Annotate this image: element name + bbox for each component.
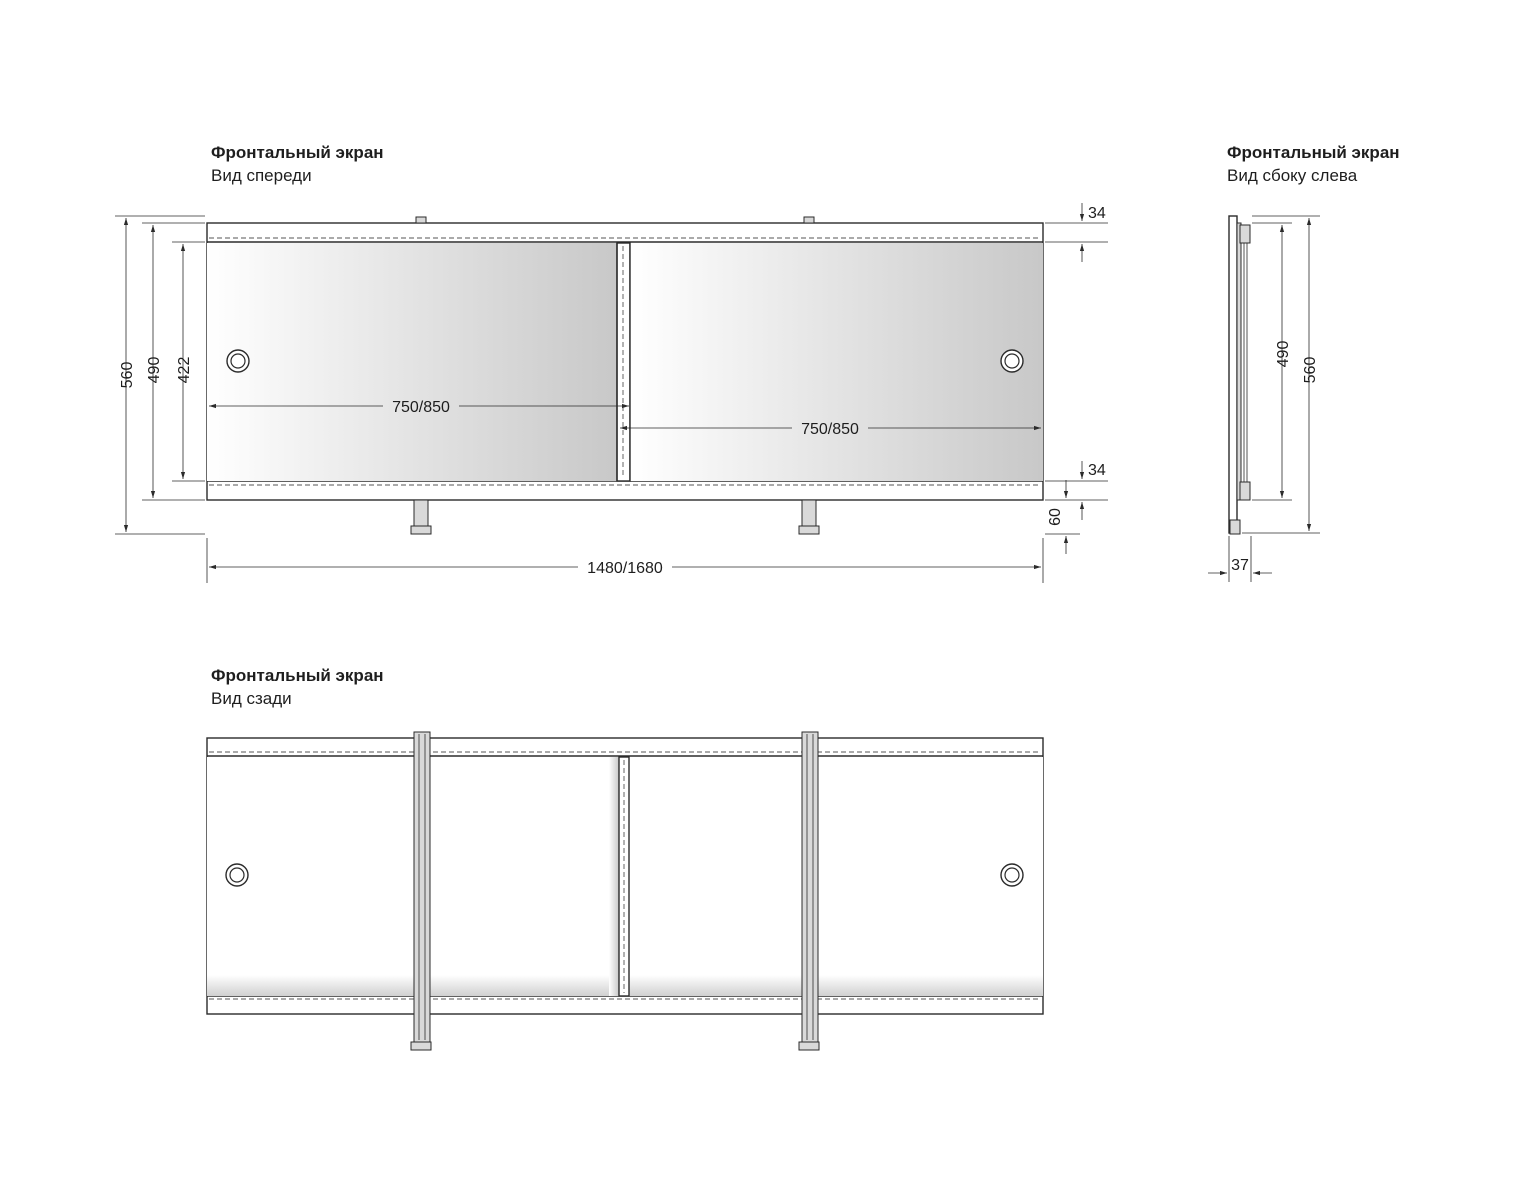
- front-right-door: [630, 243, 1043, 481]
- dim-front-height-door: 422: [176, 356, 193, 384]
- side-leg: [1230, 520, 1240, 534]
- dim-front-bottom-rail: 34: [1088, 462, 1106, 479]
- dim-side-height-total: 560: [1302, 356, 1319, 384]
- side-view-title: Фронтальный экран: [1227, 143, 1400, 162]
- side-profile: [1229, 216, 1237, 533]
- back-support-left: [411, 732, 431, 1050]
- front-top-bolt-right: [804, 217, 814, 223]
- dim-side-height-panel: 490: [1275, 340, 1292, 368]
- front-view-subtitle: Вид спереди: [211, 166, 312, 185]
- back-left-handle: [226, 864, 248, 886]
- front-top-bolt-left: [416, 217, 426, 223]
- dim-front-height-panel: 490: [146, 356, 163, 384]
- front-view-title: Фронтальный экран: [211, 143, 384, 162]
- front-view: [115, 143, 1108, 583]
- dim-side-depth: 37: [1231, 557, 1249, 574]
- back-view: [207, 666, 1043, 1050]
- front-leg-left: [411, 500, 431, 534]
- front-left-door: [207, 243, 617, 481]
- back-left-door: [207, 757, 619, 996]
- dim-front-leg: 60: [1047, 508, 1064, 526]
- back-view-subtitle: Вид сзади: [211, 689, 292, 708]
- front-center-post: [617, 243, 630, 481]
- dim-front-door-right: 750/850: [801, 421, 859, 438]
- back-support-right: [799, 732, 819, 1050]
- back-right-handle: [1001, 864, 1023, 886]
- side-view-subtitle: Вид сбоку слева: [1227, 166, 1358, 185]
- side-view: [1208, 143, 1400, 582]
- front-leg-right: [799, 500, 819, 534]
- side-bottom-bracket: [1240, 482, 1250, 500]
- dim-front-height-total: 560: [119, 361, 136, 389]
- back-right-door: [629, 757, 1043, 996]
- dim-front-top-rail: 34: [1088, 205, 1106, 222]
- front-left-handle: [227, 350, 249, 372]
- side-top-bracket: [1240, 225, 1250, 243]
- back-view-title: Фронтальный экран: [211, 666, 384, 685]
- dim-front-door-left: 750/850: [392, 399, 450, 416]
- dim-front-width-total: 1480/1680: [587, 560, 663, 577]
- front-right-handle: [1001, 350, 1023, 372]
